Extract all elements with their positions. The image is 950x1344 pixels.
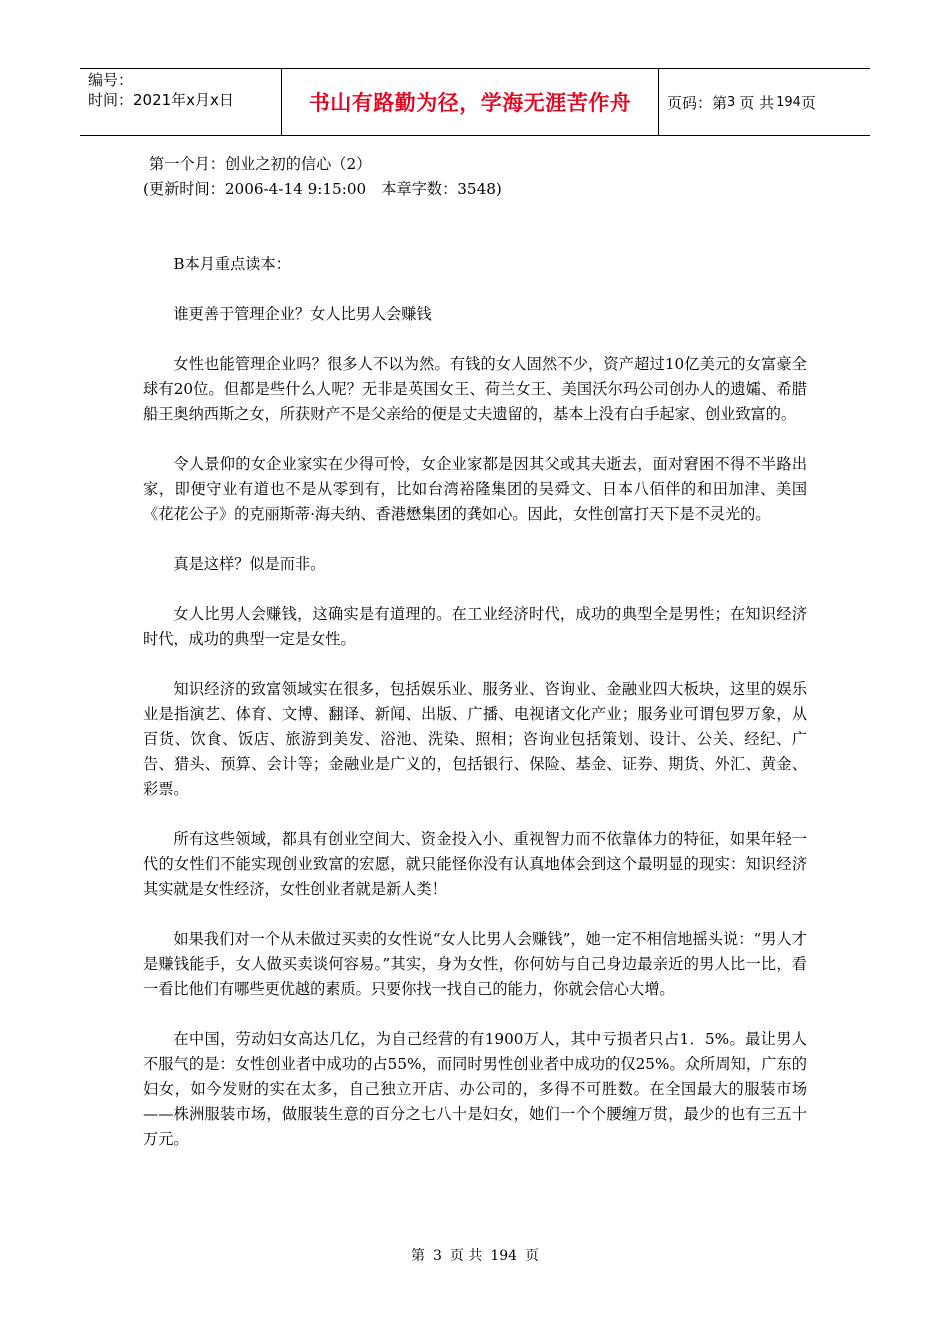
page-suffix: 页 [800,93,816,112]
paragraph: 真是这样？似是而非。 [173,555,326,573]
page-prefix: 页码：第 [667,93,728,112]
footer-current-page: 3 [432,1248,442,1264]
footer-suffix: 页 [525,1248,540,1264]
header-page-info [659,69,870,135]
document-number-label: 编号： [88,71,134,89]
paragraph: 女性也能管理企业吗？很多人不以为然。有钱的女人固然不少，资产超过10亿美元的女富豪全球有20位。但都是些什么人呢？无非是英国女王、荷兰女王、美国沃尔玛公司创办人的遗孀、希腊船王奥纳西斯之女，所获财产不是父亲给的便是丈夫遗留的，基本上没有白手起家、创业致富的。 [143,355,807,423]
document-body [143,152,807,1152]
paragraph: 令人景仰的女企业家实在少得可怜，女企业家都是因其父或其夫逝去，面对窘困不得不半路出家，即便守业有道也不是从零到有，比如台湾裕隆集团的吴舜文、日本八佰伴的和田加津、美国《花花公子》的克丽斯蒂·海夫纳、香港懋集团的龚如心。因此，女性创富打天下是不灵光的。 [143,455,807,523]
section-heading: B本月重点读本： [173,255,291,273]
paragraph: 如果我们对一个从未做过买卖的女性说“女人比男人会赚钱”，她一定不相信地摇头说：“男人才是赚钱能手，女人做买卖谈何容易。”其实，身为女性，你何妨与自己身边最亲近的男人比一比，看一看比他们有哪些更优越的素质。只要你找一找自己的能力，你就会信心大增。 [143,930,807,998]
document-header [80,68,870,136]
paragraph: 所有这些领域，都具有创业空间大、资金投入小、重视智力而不依靠体力的特征，如果年轻一代的女性们不能实现创业致富的宏愿，就只能怪你没有认真地体会到这个最明显的现实：知识经济其实就是女性经济，女性创业者就是新人类！ [143,830,807,898]
paragraph: 女人比男人会赚钱，这确实是有道理的。在工业经济时代，成功的典型全是男性；在知识经济时代，成功的典型一定是女性。 [143,605,807,648]
document-date: 时间：2021年x月x日 [88,91,234,109]
chapter-title: 第一个月：创业之初的信心（2） [149,155,372,173]
footer-prefix: 第 [410,1248,425,1264]
paragraph: 知识经济的致富领域实在很多，包括娱乐业、服务业、咨询业、金融业四大板块，这里的娱乐业是指演艺、体育、文博、翻译、新闻、出版、广播、电视诸文化产业；服务业可谓包罗万象，从百货、饮食、饭店、旅游到美发、浴池、洗染、照相；咨询业包括策划、设计、公关、经纪、广告、猎头、预算、会计等；金融业是广义的，包括银行、保险、基金、证券、期货、外汇、黄金、彩票。 [143,680,807,798]
page-footer [0,1245,950,1265]
header-motto: 书山有路勤为径，学海无涯苦作舟 [282,69,659,135]
page-total: 194 [776,94,801,110]
page-current: 3 [727,94,736,110]
article-title: 谁更善于管理企业？女人比男人会赚钱 [173,305,432,323]
paragraph: 在中国，劳动妇女高达几亿，为自己经营的有1900万人，其中亏损者只占1．5%。最让男人不服气的是：女性创业者中成功的占55%，而同时男性创业者中成功的仅25%。众所周知，广东的妇女，如今发财的实在太多，自己独立开店、办公司的，多得不可胜数。在全国最大的服装市场——株洲服装市场，做服装生意的百分之七八十是妇女，她们一个个腰缠万贯，最少的也有三五十万元。 [143,1030,807,1148]
update-info: (更新时间：2006-4-14 9:15:00 本章字数：3548) [143,180,502,198]
header-meta [80,69,282,135]
footer-mid: 页 共 [449,1248,483,1264]
footer-total-pages: 194 [490,1248,518,1264]
page-mid: 页 共 [739,93,775,112]
